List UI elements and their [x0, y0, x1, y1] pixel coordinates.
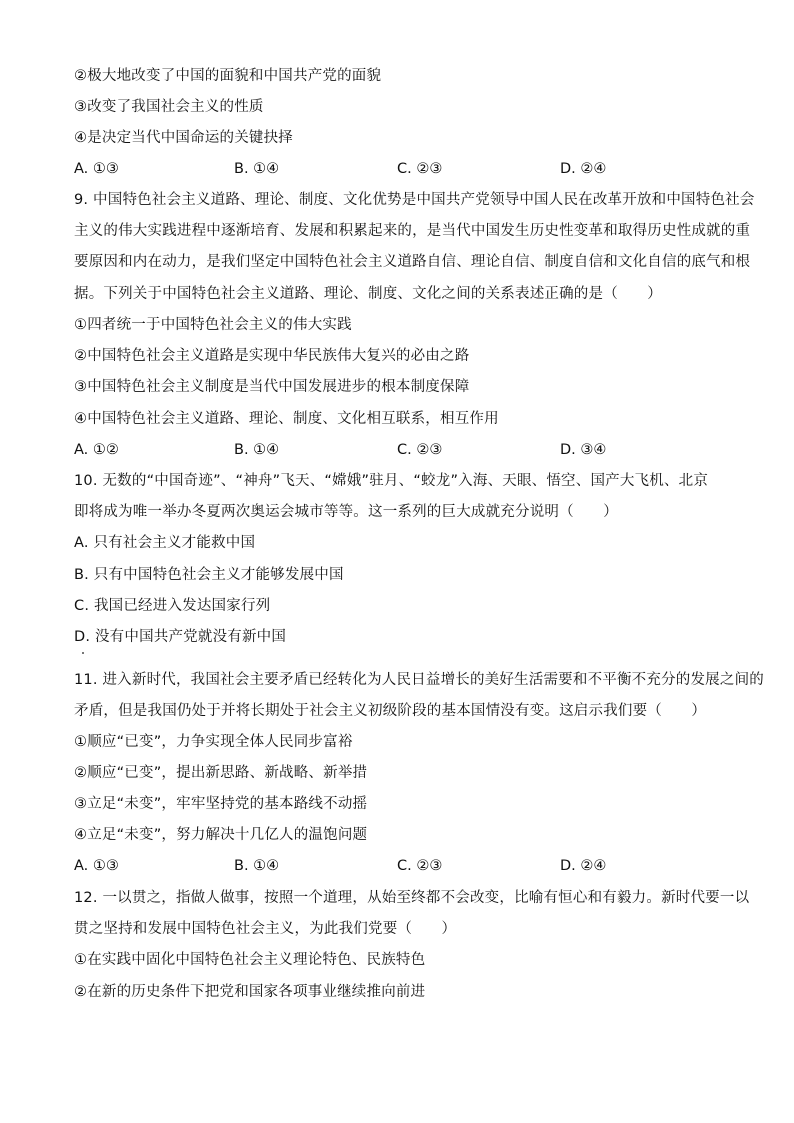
q10-option-c: C. 我国已经进入发达国家行列: [74, 598, 271, 614]
option-d: D. ②④: [560, 858, 607, 874]
q10-option-a: A. 只有社会主义才能救中国: [74, 535, 256, 551]
option-b: B. ①④: [234, 858, 280, 874]
q9-stem-line-2: 主义的伟大实践进程中逐渐培育、发展和积累起来的，是当代中国发生历史性变革和取得历史性成就的重: [74, 223, 751, 239]
statement-2: ②极大地改变了中国的面貌和中国共产党的面貌: [74, 68, 382, 84]
option-c: C. ②③: [397, 161, 443, 177]
q11-statement-2: ②顺应“已变”，提出新思路、新战略、新举措: [74, 765, 368, 781]
statement-3: ③改变了我国社会主义的性质: [74, 99, 264, 115]
q11-stem-line-1: 11. 进入新时代，我国社会主要矛盾已经转化为人民日益增长的美好生活需要和不平衡不充分的发展之间的: [74, 672, 764, 688]
q12-stem-line-1: 12. 一以贯之，指做人做事，按照一个道理，从始至终都不会改变，比喻有恒心和有毅力。新时代要一以: [74, 890, 750, 906]
q11-stem-line-2: 矛盾，但是我国仍处于并将长期处于社会主义初级阶段的基本国情没有变。这启示我们要（ ）: [74, 703, 707, 719]
option-d: D. ②④: [560, 161, 607, 177]
q9-stem-line-4: 据。下列关于中国特色社会主义道路、理论、制度、文化之间的关系表述正确的是（ ）: [74, 286, 662, 302]
option-d: D. ③④: [560, 442, 607, 458]
q10-option-d: D. 没有中国共产党就没有新中国: [74, 629, 287, 645]
q9-stem-line-1: 9. 中国特色社会主义道路、理论、制度、文化优势是中国共产党领导中国人民在改革开放和中国特色社会: [74, 192, 755, 208]
q12-statement-1: ①在实践中固化中国特色社会主义理论特色、民族特色: [74, 952, 426, 968]
q9-statement-4: ④中国特色社会主义道路、理论、制度、文化相互联系，相互作用: [74, 411, 499, 427]
statement-4: ④是决定当代中国命运的关键抉择: [74, 130, 293, 146]
q9-statement-1: ①四者统一于中国特色社会主义的伟大实践: [74, 317, 352, 333]
q11-statement-1: ①顺应“已变”，力争实现全体人民同步富裕: [74, 734, 353, 750]
q12-stem-line-2: 贯之坚持和发展中国特色社会主义，为此我们党要（ ）: [74, 921, 457, 937]
stray-dot: [82, 652, 84, 654]
option-b: B. ①④: [234, 161, 280, 177]
option-a: A. ①②: [74, 442, 119, 458]
q11-statement-3: ③立足“未变”，牢牢坚持党的基本路线不动摇: [74, 796, 368, 812]
q10-stem-line-1: 10. 无数的“中国奇迹”、“神舟”飞天、“嫦娥”驻月、“蛟龙”入海、天眼、悟空、国产大飞机、北京: [74, 473, 709, 489]
option-c: C. ②③: [397, 858, 443, 874]
q9-statement-3: ③中国特色社会主义制度是当代中国发展进步的根本制度保障: [74, 379, 470, 395]
option-a: A. ①③: [74, 161, 119, 177]
q9-stem-line-3: 要原因和内在动力，是我们坚定中国特色社会主义道路自信、理论自信、制度自信和文化自信的底气和根: [74, 254, 751, 270]
q10-stem-line-2: 即将成为唯一举办冬夏两次奥运会城市等等。这一系列的巨大成就充分说明（ ）: [74, 504, 618, 520]
option-b: B. ①④: [234, 442, 280, 458]
q10-option-b: B. 只有中国特色社会主义才能够发展中国: [74, 567, 344, 583]
option-c: C. ②③: [397, 442, 443, 458]
q12-statement-2: ②在新的历史条件下把党和国家各项事业继续推向前进: [74, 984, 426, 1000]
q9-statement-2: ②中国特色社会主义道路是实现中华民族伟大复兴的必由之路: [74, 348, 470, 364]
option-a: A. ①③: [74, 858, 119, 874]
q11-statement-4: ④立足“未变”，努力解决十几亿人的温饱问题: [74, 827, 368, 843]
